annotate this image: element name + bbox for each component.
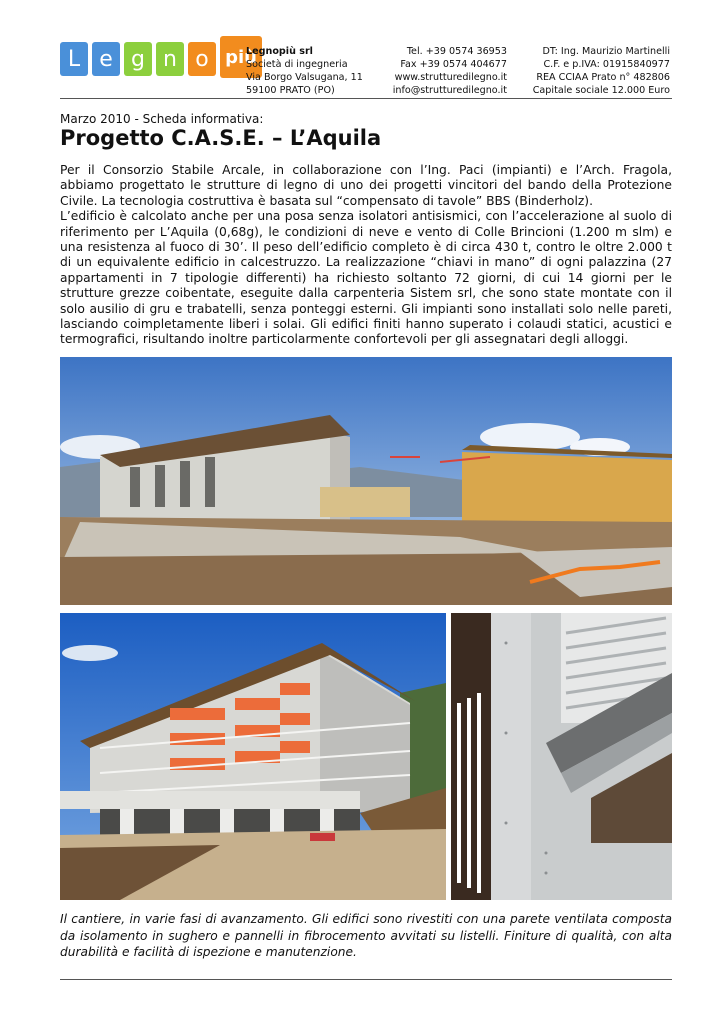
body-text xyxy=(60,163,672,348)
logo-letter: o xyxy=(188,42,216,76)
logo-letter: n xyxy=(156,42,184,76)
construction-site-photo xyxy=(60,357,672,605)
paragraph: Per il Consorzio Stabile Arcale, in collaborazione con l’Ing. Paci (impianti) e l’Arch. Fragola, abbiamo progettato le strutture di legno di uno dei progetti vincitori del bando della Protezione Civile. La tecnologia costruttiva è basata sul “compensato di tavole” BBS (Binderholz). xyxy=(60,163,672,208)
header-divider xyxy=(60,98,672,99)
legal-info xyxy=(520,45,670,97)
fax: Fax +39 0574 404677 xyxy=(400,59,507,70)
contact-info xyxy=(385,45,507,97)
vat-number: C.F. e p.IVA: 01915840977 xyxy=(543,59,670,70)
email-link[interactable]: info@strutturedilegno.it xyxy=(392,85,507,96)
page-title: Progetto C.A.S.E. – L’Aquila xyxy=(60,126,382,150)
technical-director: DT: Ing. Maurizio Martinelli xyxy=(542,46,670,57)
document-date: Marzo 2010 - Scheda informativa: xyxy=(60,112,264,126)
share-capital: Capitale sociale 12.000 Euro xyxy=(532,85,670,96)
phone: Tel. +39 0574 36953 xyxy=(406,46,507,57)
rea-number: REA CCIAA Prato n° 482806 xyxy=(536,72,670,83)
logo-letter: g xyxy=(124,42,152,76)
logo-letter: e xyxy=(92,42,120,76)
company-name: Legnopiù srl xyxy=(246,46,313,57)
company-logo xyxy=(60,42,262,78)
company-info xyxy=(246,45,363,97)
website-link[interactable]: www.strutturedilegno.it xyxy=(394,72,507,83)
finished-building-photo xyxy=(60,613,446,900)
facade-detail-photo xyxy=(451,613,672,900)
paragraph: L’edificio è calcolato anche per una posa senza isolatori antisismici, con l’accelerazione al suolo di riferimento per L’Aquila (0,68g), le condizioni di neve e vento di Colle Brincioni (1.200 m slm) e una resistenza al fuoco di 30’. Il peso dell’edificio completo è di circa 430 t, contro le oltre 2.000 t di un equivalente edificio in calcestruzzo. La realizzazione “chiavi in mano” di ogni palazzina (27 appartamenti in 7 tipologie differenti) ha richiesto soltanto 72 giorni, di cui 14 giorni per le strutture grezze coibentate, eseguite dalla carpenteria Sistem srl, che sono state montate con il solo ausilio di gru e trabatelli, senza ponteggi esterni. Gli impianti sono installati solo nelle pareti, lasciando coimpletamente liberi i solai. Gli edifici finiti hanno superato i colaudi statici, acustici e termografici, risultando inoltre particolarmente confortevoli per gli assegnatari degli alloggi. xyxy=(60,209,672,347)
logo-letter: più xyxy=(220,36,262,78)
photo-caption: Il cantiere, in varie fasi di avanzamento. Gli edifici sono rivestiti con una parete ventilata composta da isolamento in sughero e pannelli in fibrocemento avvitati su listelli. Finiture di qualità, con alta durabilità e facilità di ispezione e manutenzione. xyxy=(60,912,672,959)
footer-divider xyxy=(60,979,672,980)
company-address: Via Borgo Valsugana, 11 xyxy=(246,72,363,83)
company-type: Società di ingegneria xyxy=(246,59,348,70)
company-city: 59100 PRATO (PO) xyxy=(246,85,335,96)
logo-letter: L xyxy=(60,42,88,76)
